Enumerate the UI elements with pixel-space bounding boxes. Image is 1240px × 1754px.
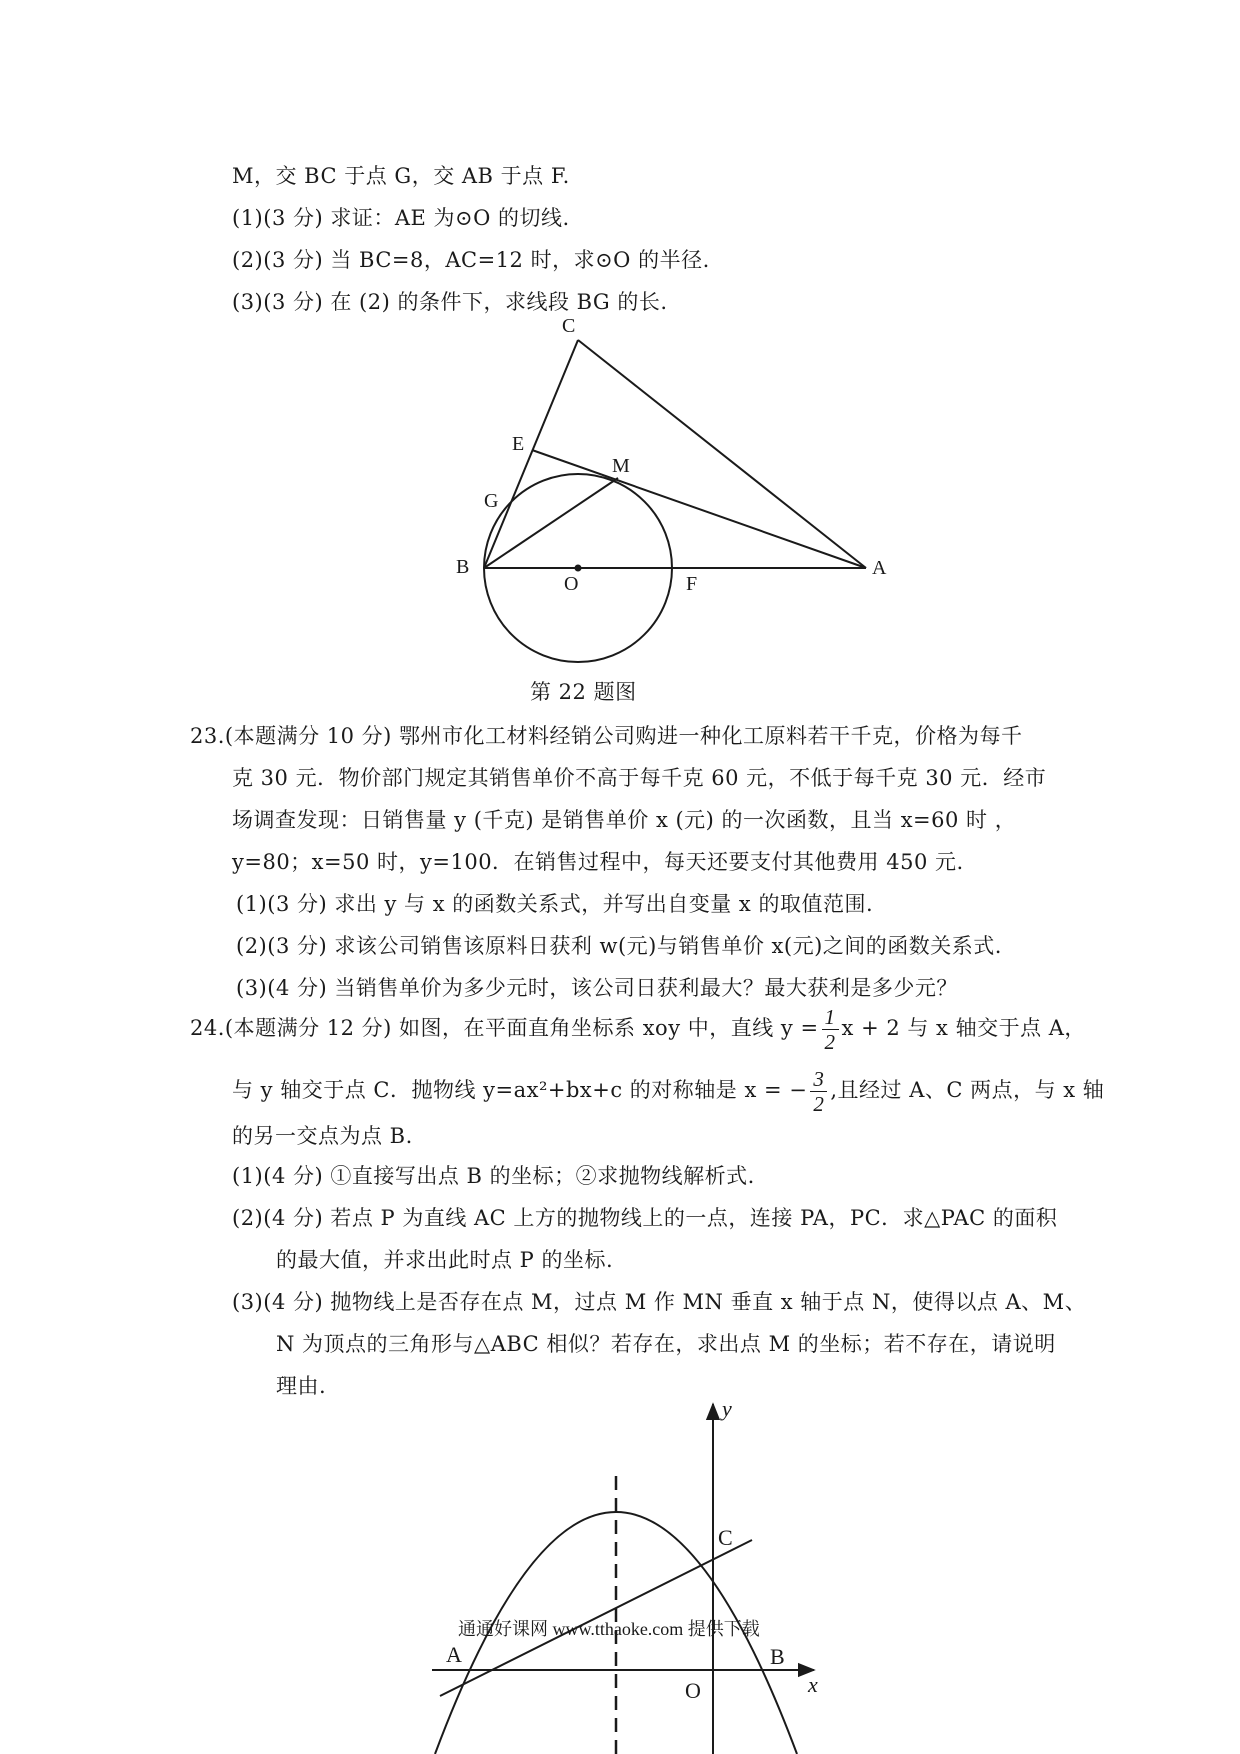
label-b: B (456, 556, 470, 578)
label-o: O (564, 573, 579, 595)
watermark: 通通好课网 www.tthaoke.com 提供下载 (458, 1619, 760, 1639)
q24-line2-pre: 与 y 轴交于点 C．抛物线 y=ax²+bx+c 的对称轴是 x = − (232, 1078, 808, 1102)
q24-line1 (190, 1004, 1086, 1054)
q24-part2-line2: 的最大值，并求出此时点 P 的坐标. (276, 1248, 614, 1272)
label-a: A (446, 1642, 462, 1667)
fraction-one-half (822, 1005, 839, 1054)
line-ac (440, 1540, 752, 1696)
q24-part2-line1: (2)(4 分) 若点 P 为直线 AC 上方的抛物线上的一点，连接 PA，PC．求△PAC 的面积 (232, 1206, 1058, 1230)
q23-part1: (1)(3 分) 求出 y 与 x 的函数关系式，并写出自变量 x 的取值范围. (236, 892, 874, 916)
label-f: F (686, 573, 698, 595)
label-o: O (685, 1678, 701, 1703)
label-c: C (718, 1525, 733, 1550)
label-y: y (722, 1396, 732, 1421)
label-x: x (808, 1672, 818, 1697)
fraction-numerator: 3 (810, 1067, 827, 1092)
segment-ca (578, 340, 866, 568)
q24-line1-post: x + 2 与 x 轴交于点 A， (841, 1016, 1086, 1040)
label-c: C (562, 315, 576, 337)
q24-part3-line3: 理由. (276, 1374, 327, 1398)
q23-line4: y=80；x=50 时，y=100．在销售过程中，每天还要支付其他费用 450 元. (232, 850, 964, 874)
segment-ea (532, 450, 866, 568)
label-g: G (484, 490, 499, 512)
q24-line1-pre: 24.(本题满分 12 分) 如图，在平面直角坐标系 xoy 中，直线 y = (190, 1016, 819, 1040)
fraction-denominator: 2 (813, 1092, 825, 1116)
label-a: A (872, 557, 887, 579)
q22-part3: (3)(3 分) 在 (2) 的条件下，求线段 BG 的长. (232, 290, 668, 314)
q23-line1: 23.(本题满分 10 分) 鄂州市化工材料经销公司购进一种化工原料若干千克，价格为每千 (190, 724, 1023, 748)
q23-line2: 克 30 元．物价部门规定其销售单价不高于每千克 60 元，不低于每千克 30 元．经市 (232, 766, 1047, 790)
q24-line2-post: ,且经过 A、C 两点，与 x 轴 (830, 1078, 1105, 1102)
q24-part3-line2: N 为顶点的三角形与△ABC 相似？若存在，求出点 M 的坐标；若不存在，请说明 (276, 1332, 1056, 1356)
fraction-denominator: 2 (824, 1030, 836, 1054)
fraction-three-halves (810, 1067, 827, 1116)
segment-bm (484, 478, 618, 568)
q23-part2: (2)(3 分) 求该公司销售该原料日获利 w(元)与销售单价 x(元)之间的函数关系式. (236, 934, 1002, 958)
q22-part2: (2)(3 分) 当 BC=8，AC=12 时，求⊙O 的半径. (232, 248, 710, 272)
q22-part1: (1)(3 分) 求证：AE 为⊙O 的切线. (232, 206, 570, 230)
q23-part3: (3)(4 分) 当销售单价为多少元时，该公司日获利最大？最大获利是多少元？ (236, 976, 958, 1000)
q23-line3: 场调查发现：日销售量 y (千克) 是销售单价 x (元) 的一次函数，且当 x=60 时 ， (232, 808, 1017, 832)
q24-part1: (1)(4 分) ①直接写出点 B 的坐标；②求抛物线解析式. (232, 1164, 755, 1188)
q24-figure (0, 1390, 1240, 1754)
q24-part3-line1: (3)(4 分) 抛物线上是否存在点 M，过点 M 作 MN 垂直 x 轴于点 N，使得以点 A、M、 (232, 1290, 1087, 1314)
q22-figure-caption: 第 22 题图 (530, 680, 637, 704)
center-dot (575, 565, 582, 572)
fraction-numerator: 1 (822, 1005, 839, 1030)
label-b: B (770, 1644, 785, 1669)
q24-line3: 的另一交点为点 B. (232, 1124, 413, 1148)
segment-bc (484, 340, 578, 568)
q24-line2 (232, 1066, 1104, 1116)
q22-figure (0, 0, 1240, 700)
label-m: M (612, 455, 630, 477)
q22-continuation: M，交 BC 于点 G，交 AB 于点 F. (232, 164, 570, 188)
label-e: E (512, 433, 525, 455)
